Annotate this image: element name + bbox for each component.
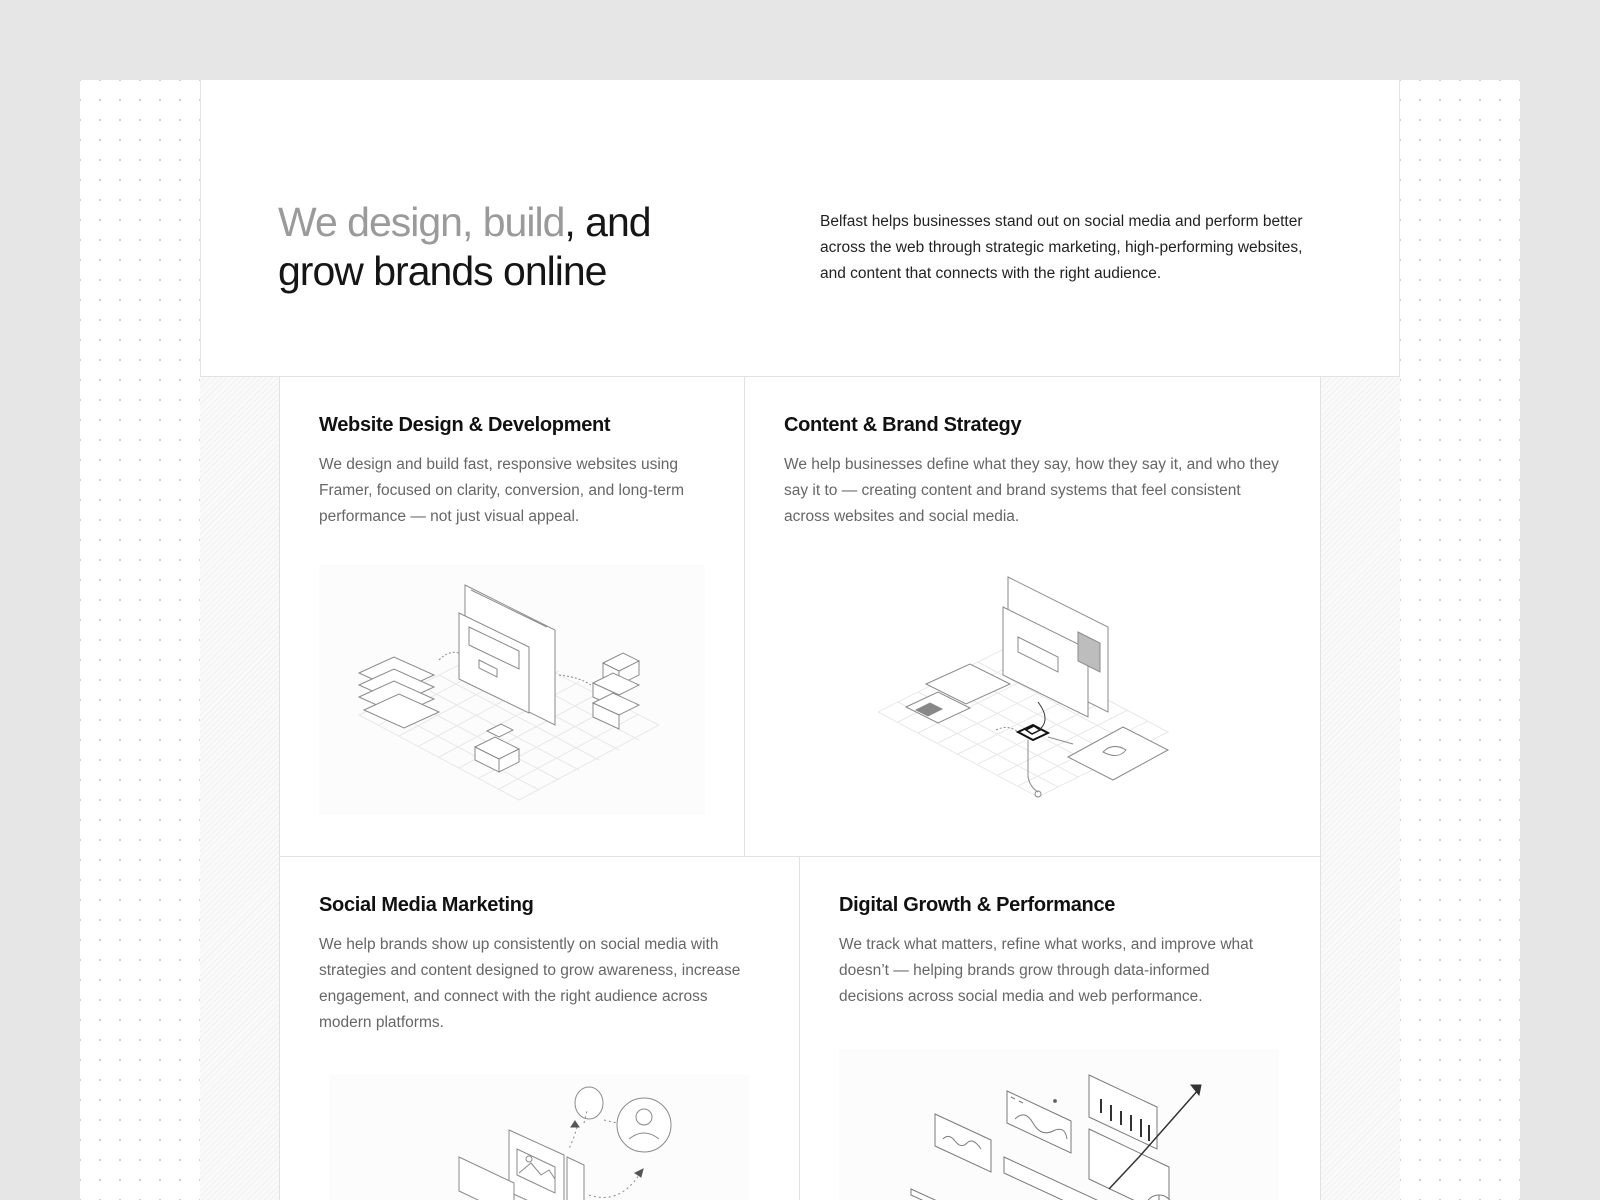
service-card-brand-strategy (745, 377, 1320, 857)
service-description: We help businesses define what they say, how they say it, and who they say it to — creating content and brand systems that feel consistent across websites and social media. (784, 456, 1279, 525)
isometric-website-build-icon (319, 565, 705, 815)
page-frame (80, 80, 1520, 1200)
isometric-brand-system-icon (878, 572, 1178, 812)
dotted-margin-left (80, 80, 201, 1200)
service-title: Social Media Marketing (319, 894, 534, 916)
hero-title-dark-2: grow brands online (278, 248, 607, 294)
hero-title (278, 198, 748, 296)
service-description: We track what matters, refine what works, and improve what doesn’t — helping brands grow through data-informed decisions across social media and web performance. (839, 936, 1254, 1005)
service-title: Website Design & Development (319, 414, 611, 436)
main-content (200, 80, 1400, 1200)
service-card-social-media (280, 857, 800, 1200)
service-card-digital-growth (800, 857, 1320, 1200)
dotted-margin-right (1399, 80, 1520, 1200)
growth-analytics-chart-icon (839, 1049, 1279, 1200)
service-description: We help brands show up consistently on social media with strategies and content designed to grow awareness, increase engagement, and connect with the right audience across modern platforms. (319, 936, 741, 1031)
hero-section (200, 80, 1400, 377)
hero-title-muted: We design, build (278, 199, 565, 245)
social-media-network-icon (329, 1075, 749, 1200)
hatched-gutter-right (1320, 377, 1400, 1200)
service-title: Digital Growth & Performance (839, 894, 1116, 916)
service-card-website-design (280, 377, 745, 857)
hero-description: Belfast helps businesses stand out on social media and perform better across the web through strategic marketing, high-performing websites, and content that connects with the right audience. (820, 213, 1303, 282)
hero-title-dark-1: , and (564, 199, 651, 245)
service-title: Content & Brand Strategy (784, 414, 1022, 436)
service-description: We design and build fast, responsive websites using Framer, focused on clarity, conversion, and long-term performance — not just visual appeal. (319, 456, 684, 525)
hatched-gutter-left (200, 377, 280, 1200)
